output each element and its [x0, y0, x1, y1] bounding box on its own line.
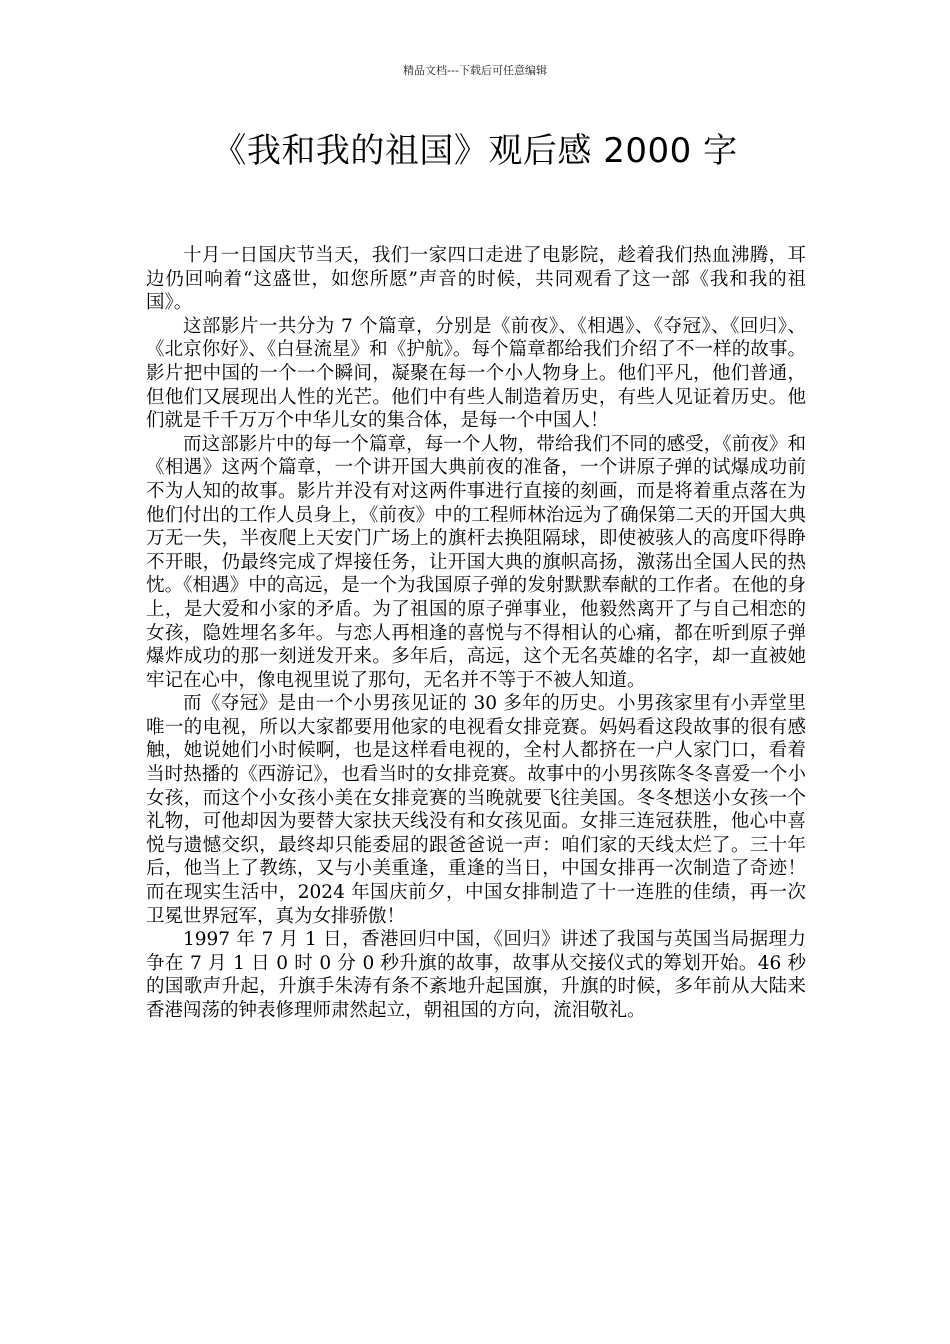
header-note: 精品文档---下载后可任意编辑: [403, 64, 547, 77]
paragraph-2: 这部影片一共分为 7 个篇章，分别是《前夜》、《相遇》、《夺冠》、《回归》、《北京你好》、《白昼流星》和《护航》。每个篇章都给我们介绍了不一样的故事。影片把中国的一个一个瞬间，凝聚在每一个小人物身上。他们平凡，他们普通，但他们又展现出人性的光芒。他们中有些人制造着历史，有些人见证着历史。他们就是千千万万个中华儿女的集合体，是每一个中国人！: [146, 315, 806, 432]
document-body: [146, 244, 806, 1023]
paragraph-1: 十月一日国庆节当天，我们一家四口走进了电影院，趁着我们热血沸腾，耳边仍回响着“这盛世，如您所愿”声音的时候，共同观看了这一部《我和我的祖国》。: [146, 245, 806, 314]
paragraph-5: 1997 年 7 月 1 日，香港回归中国，《回归》讲述了我国与英国当局据理力争在 7 月 1 日 0 时 0 分 0 秒升旗的故事，故事从交接仪式的筹划开始。46 秒的国歌声升起，升旗手朱涛有条不紊地升起国旗，升旗的时候，多年前从大陆来香港闯荡的钟表修理师肃然起立，朝祖国的方向，流泪敬礼。: [146, 929, 806, 1021]
document-title: 《我和我的祖国》观后感 2000 字: [212, 131, 738, 171]
paragraph-4: 而《夺冠》是由一个小男孩见证的 30 多年的历史。小男孩家里有小弄堂里唯一的电视，所以大家都要用他家的电视看女排竞赛。妈妈看这段故事的很有感触，她说她们小时候啊，也是这样看电视的，全村人都挤在一户人家门口，看着当时热播的《西游记》，也看当时的女排竞赛。故事中的小男孩陈冬冬喜爱一个小女孩，而这个小女孩小美在女排竞赛的当晚就要飞往美国。冬冬想送小女孩一个礼物，可他却因为要替大家扶天线没有和女孩见面。女排三连冠获胜，他心中喜悦与遗憾交织，最终却只能委屈的跟爸爸说一声：咱们家的天线太烂了。三十年后，他当上了教练，又与小美重逢，重逢的当日，中国女排再一次制造了奇迹！而在现实生活中，2024 年国庆前夕，中国女排制造了十一连胜的佳绩，再一次卫冕世界冠军，真为女排骄傲！: [146, 693, 806, 927]
paragraph-3: 而这部影片中的每一个篇章，每一个人物，带给我们不同的感受，《前夜》和《相遇》这两个篇章，一个讲开国大典前夜的准备，一个讲原子弹的试爆成功前不为人知的故事。影片并没有对这两件事进行直接的刻画，而是将着重点落在为他们付出的工作人员身上，《前夜》中的工程师林治远为了确保第二天的开国大典万无一失，半夜爬上天安门广场上的旗杆去换阻隔球，即使被骇人的高度吓得睁不开眼，仍最终完成了焊接任务，让开国大典的旗帜高扬，激荡出全国人民的热忱。《相遇》中的高远，是一个为我国原子弹的发射默默奉献的工作者。在他的身上，是大爱和小家的矛盾。为了祖国的原子弹事业，他毅然离开了与自己相恋的女孩，隐姓埋名多年。与恋人再相逢的喜悦与不得相认的心痛，都在听到原子弹爆炸成功的那一刻迸发开来。多年后，高远，这个无名英雄的名字，却一直被她牢记在心中，像电视里说了那句，无名并不等于不被人知道。: [146, 433, 806, 691]
